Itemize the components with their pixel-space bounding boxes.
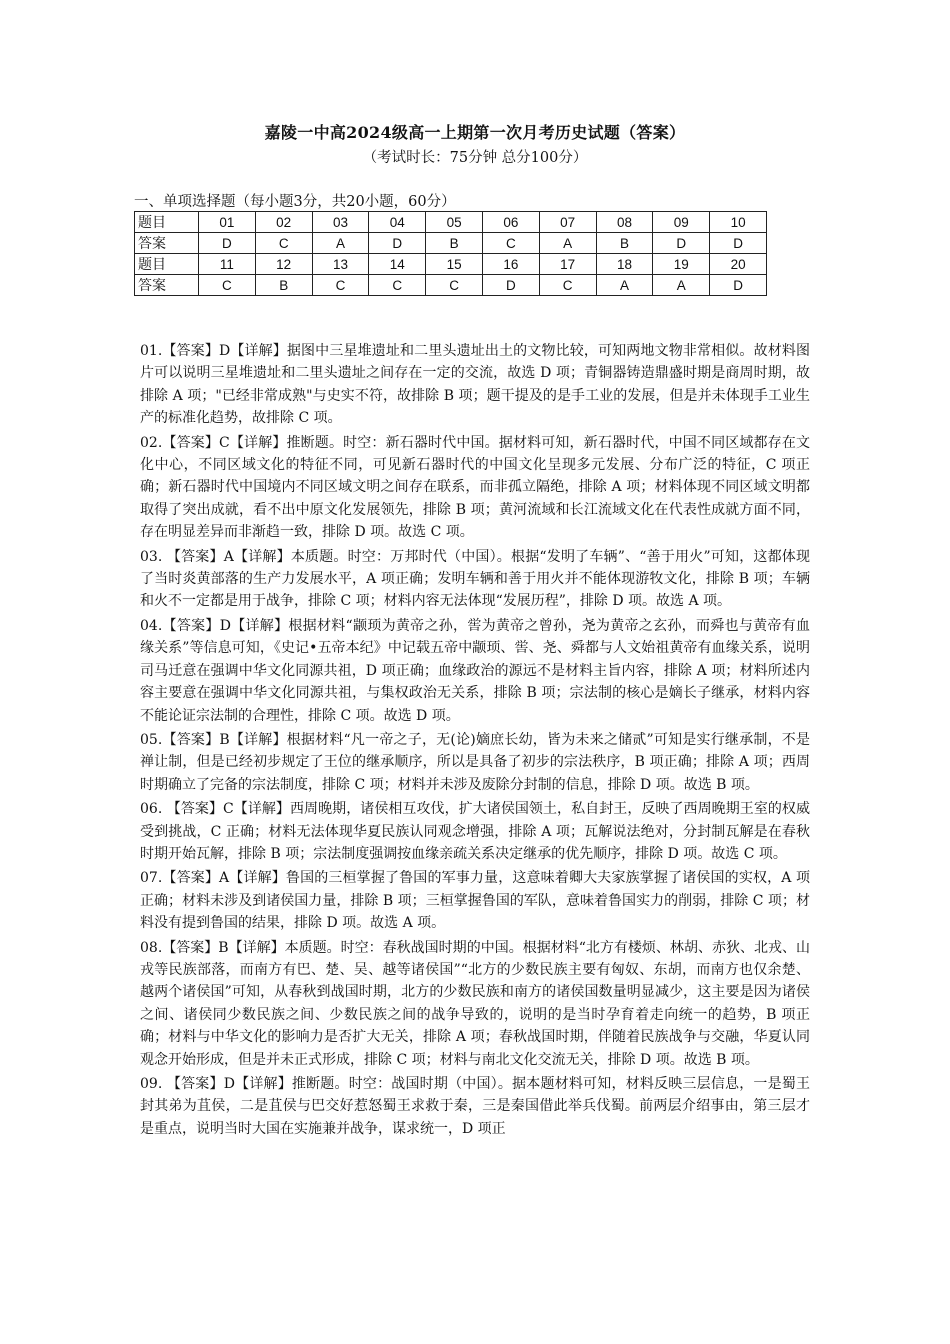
answer-cell: A [653, 275, 710, 296]
answer-table [134, 211, 767, 296]
answer-cell: B [255, 275, 312, 296]
answer-cell: A [539, 233, 596, 254]
answer-cell: A [312, 233, 369, 254]
question-number: 14 [369, 254, 426, 275]
row-label-answer: 答案 [135, 233, 199, 254]
answer-cell: D [653, 233, 710, 254]
question-number: 15 [426, 254, 483, 275]
question-number: 08 [596, 212, 653, 233]
question-number: 06 [482, 212, 539, 233]
section-heading: 一、单项选择题（每小题3分，共20小题，60分） [134, 194, 456, 210]
answer-cell: B [426, 233, 483, 254]
row-label-answer: 答案 [135, 275, 199, 296]
explanation-07: 07.【答案】A【详解】鲁国的三桓掌握了鲁国的军事力量，这意味着卿大夫家族掌握了诸侯国的实权，A 项正确；材料未涉及到诸侯国力量，排除 B 项；三桓掌握鲁国的军队，意味着鲁国实力的削弱，排除 C 项；材料没有提到鲁国的结果，排除 D 项。故选 A 项。 [140, 870, 810, 932]
row-label-question: 题目 [135, 254, 199, 275]
answer-cell: D [710, 275, 767, 296]
question-number: 12 [255, 254, 312, 275]
question-number: 10 [710, 212, 767, 233]
explanation-03: 03. 【答案】A【详解】本质题。时空：万邦时代（中国）。根据“发明了车辆”、“善于用火”可知，这都体现了当时炎黄部落的生产力发展水平，A 项正确；发明车辆和善于用火并不能体现游牧文化，排除 B 项；车辆和火不一定都是用于战争，排除 C 项；材料内容无法体现“发展历程”，排除 D 项。故选 A 项。 [140, 548, 810, 610]
question-number: 13 [312, 254, 369, 275]
answer-cell: C [369, 275, 426, 296]
explanation-02: 02.【答案】C【详解】推断题。时空：新石器时代中国。据材料可知，新石器时代，中国不同区域都存在文化中心，不同区域文化的特征不同，可见新石器时代的中国文化呈现多元发展、分布广泛的特征，C 项正确；新石器时代中国境内不同区域文明之间存在联系，而非孤立隔绝，排除 A 项；材料体现不同区域文明都取得了突出成就，看不出中原文化发展领先，排除 B 项；黄河流域和长江流域文化在代表性成就方面不同，存在明显差异而非渐趋一致，排除 D 项。故选 C 项。 [140, 434, 810, 541]
explanation-04: 04.【答案】D【详解】根据材料“颛顼为黄帝之孙，喾为黄帝之曾孙，尧为黄帝之玄孙，而舜也与黄帝有血缘关系”等信息可知，《史记•五帝本纪》中记载五帝中颛顼、喾、尧、舜都与人文始祖黄帝有血缘关系，说明司马迁意在强调中华文化同源共祖，D 项正确；血缘政治的源远不是材料主旨内容，排除 A 项；材料所述内容主要意在强调中华文化同源共祖，与集权政治无关系，排除 B 项；宗法制的核心是嫡长子继承，材料内容不能论证宗法制的合理性，排除 C 项。故选 D 项。 [140, 617, 810, 724]
answer-cell: C [426, 275, 483, 296]
answer-cell: A [596, 275, 653, 296]
question-number: 09 [653, 212, 710, 233]
question-number: 11 [199, 254, 256, 275]
answer-cell: B [596, 233, 653, 254]
question-number: 19 [653, 254, 710, 275]
question-number: 16 [482, 254, 539, 275]
question-number: 04 [369, 212, 426, 233]
question-number: 01 [199, 212, 256, 233]
answer-cell: D [369, 233, 426, 254]
question-number: 07 [539, 212, 596, 233]
answer-cell: D [710, 233, 767, 254]
table-row [135, 254, 767, 275]
table-row [135, 233, 767, 254]
page-title: 嘉陵一中高2024级高一上期第一次月考历史试题（答案） [264, 123, 686, 142]
question-number: 20 [710, 254, 767, 275]
row-label-question: 题目 [135, 212, 199, 233]
question-number: 03 [312, 212, 369, 233]
question-number: 18 [596, 254, 653, 275]
answer-cell: C [199, 275, 256, 296]
explanation-08: 08.【答案】B【详解】本质题。时空：春秋战国时期的中国。根据材料“北方有楼烦、林胡、赤狄、北戎、山戎等民族部落，而南方有巴、楚、吴、越等诸侯国”“北方的少数民族主要有匈奴、东胡，而南方也仅余楚、越两个诸侯国”可知，从春秋到战国时期，北方的少数民族和南方的诸侯国数量明显减少，这主要是因为诸侯之间、诸侯同少数民族之间、少数民族之间的战争导致的，说明的是当时孕育着走向统一的趋势，B 项正确；材料与中华文化的影响力是否扩大无关，排除 A 项；春秋战国时期，伴随着民族战争与交融，华夏认同观念开始形成，但是并未正式形成，排除 C 项；材料与南北文化交流无关，排除 D 项。故选 B 项。 [140, 939, 810, 1068]
table-row [135, 275, 767, 296]
explanation-06: 06. 【答案】C【详解】西周晚期，诸侯相互攻伐，扩大诸侯国领土，私自封王，反映了西周晚期王室的权威受到挑战，C 正确；材料无法体现华夏民族认同观念增强，排除 A 项；瓦解说法绝对，分封制瓦解是在春秋时期开始瓦解，排除 B 项；宗法制度强调按血缘亲疏关系决定继承的优先顺序，排除 D 项。故选 C 项。 [140, 801, 810, 862]
exam-info: （考试时长：75分钟 总分100分） [362, 150, 588, 166]
question-number: 02 [255, 212, 312, 233]
answer-cell: C [482, 233, 539, 254]
answer-cell: C [312, 275, 369, 296]
answer-cell: D [199, 233, 256, 254]
explanations [140, 340, 810, 1142]
explanation-05: 05.【答案】B【详解】根据材料“凡一帝之子，无(论)嫡庶长幼，皆为未来之储贰”可知是实行继承制，不是禅让制，但是已经初步规定了王位的继承顺序，所以是具备了初步的宗法秩序，B 项正确；排除 A 项；西周时期确立了完备的宗法制度，排除 C 项；材料并未涉及废除分封制的信息，排除 D 项。故选 B 项。 [140, 731, 810, 793]
answer-cell: C [255, 233, 312, 254]
explanation-09: 09. 【答案】D【详解】推断题。时空：战国时期（中国）。据本题材料可知，材料反映三层信息，一是蜀王封其弟为苴侯，二是苴侯与巴交好惹怒蜀王求救于秦，三是秦国借此举兵伐蜀。前两层介绍事由，第三层才是重点，说明当时大国在实施兼并战争，谋求统一，D 项正 [140, 1076, 810, 1137]
answer-cell: D [482, 275, 539, 296]
table-row [135, 212, 767, 233]
explanation-01: 01.【答案】D【详解】据图中三星堆遗址和二里头遗址出土的文物比较，可知两地文物非常相似。故材料图片可以说明三星堆遗址和二里头遗址之间存在一定的交流，故选 D 项；青铜器铸造鼎盛时期是商周时期，故排除 A 项；"已经非常成熟"与史实不符，故排除 B 项；题干提及的是手工业的发展，但是并未体现手工业生产的标准化趋势，故排除 C 项。 [140, 343, 810, 427]
question-number: 17 [539, 254, 596, 275]
answer-cell: C [539, 275, 596, 296]
question-number: 05 [426, 212, 483, 233]
